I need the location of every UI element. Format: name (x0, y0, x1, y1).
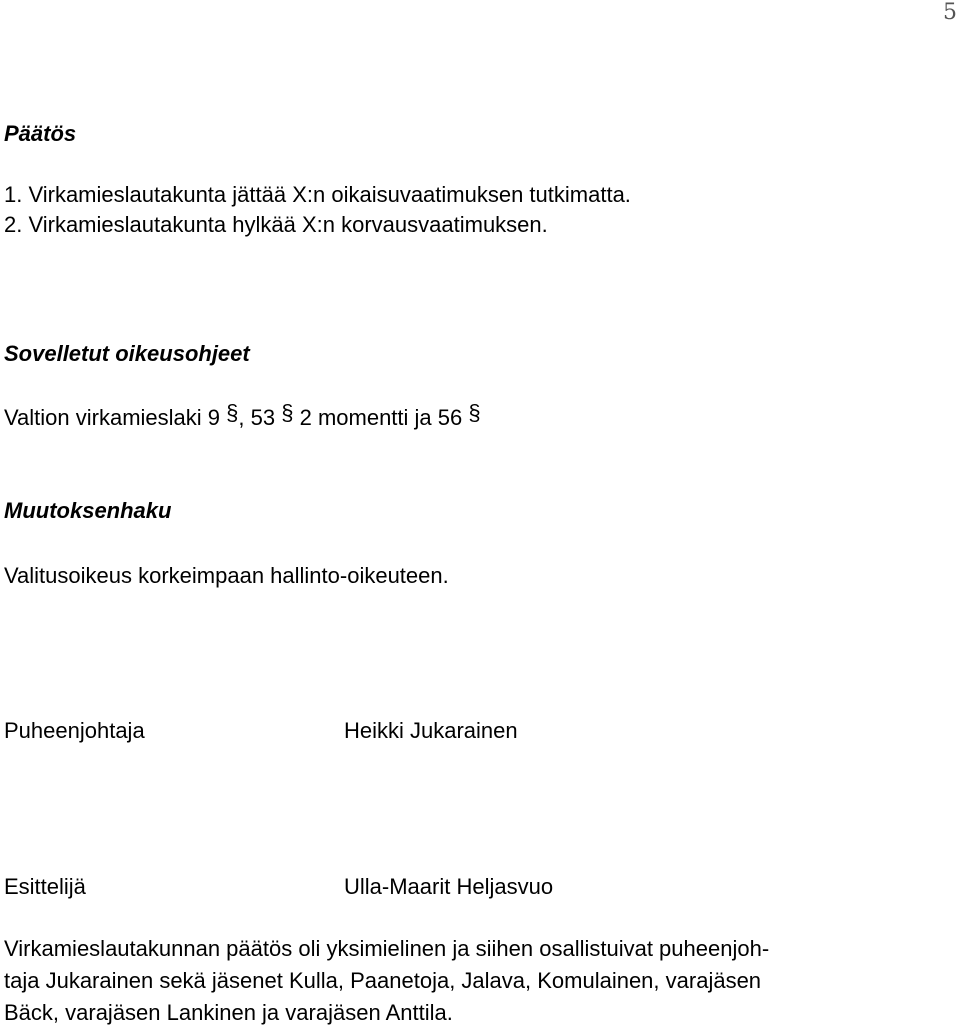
presenter-role: Esittelijä (4, 874, 86, 899)
applied-rules-text (4, 400, 481, 431)
page-number: 5 (943, 0, 957, 25)
chair-role: Puheenjohtaja (4, 718, 145, 743)
applied-rules-part-2: 2 momentti ja 56 (299, 405, 463, 430)
applied-rules-heading: Sovelletut oikeusohjeet (4, 341, 250, 366)
decision-item-1: 1. Virkamieslautakunta jättää X:n oikaisuvaatimuksen tutkimatta. (4, 182, 631, 207)
closing-line: Bäck, varajäsen Lankinen ja varajäsen Anttila. (4, 1000, 453, 1025)
section-sign: § (226, 400, 239, 425)
closing-line: Virkamieslautakunnan päätös oli yksimielinen ja siihen osallistuivat puheenjoh- (4, 936, 770, 961)
section-sign: § (468, 400, 481, 425)
appeal-heading: Muutoksenhaku (4, 498, 172, 523)
section-sign: § (281, 400, 294, 425)
closing-paragraph (4, 933, 954, 1029)
appeal-text: Valitusoikeus korkeimpaan hallinto-oikeuteen. (4, 563, 449, 588)
decision-item-2: 2. Virkamieslautakunta hylkää X:n korvausvaatimuksen. (4, 212, 548, 237)
presenter-name: Ulla-Maarit Heljasvuo (344, 874, 554, 899)
decision-heading: Päätös (4, 121, 77, 146)
applied-rules-law: Valtion virkamieslaki 9 (4, 405, 221, 430)
closing-line: taja Jukarainen sekä jäsenet Kulla, Paanetoja, Jalava, Komulainen, varajäsen (4, 968, 762, 993)
chair-name: Heikki Jukarainen (344, 718, 518, 743)
applied-rules-part-1: , 53 (238, 405, 276, 430)
